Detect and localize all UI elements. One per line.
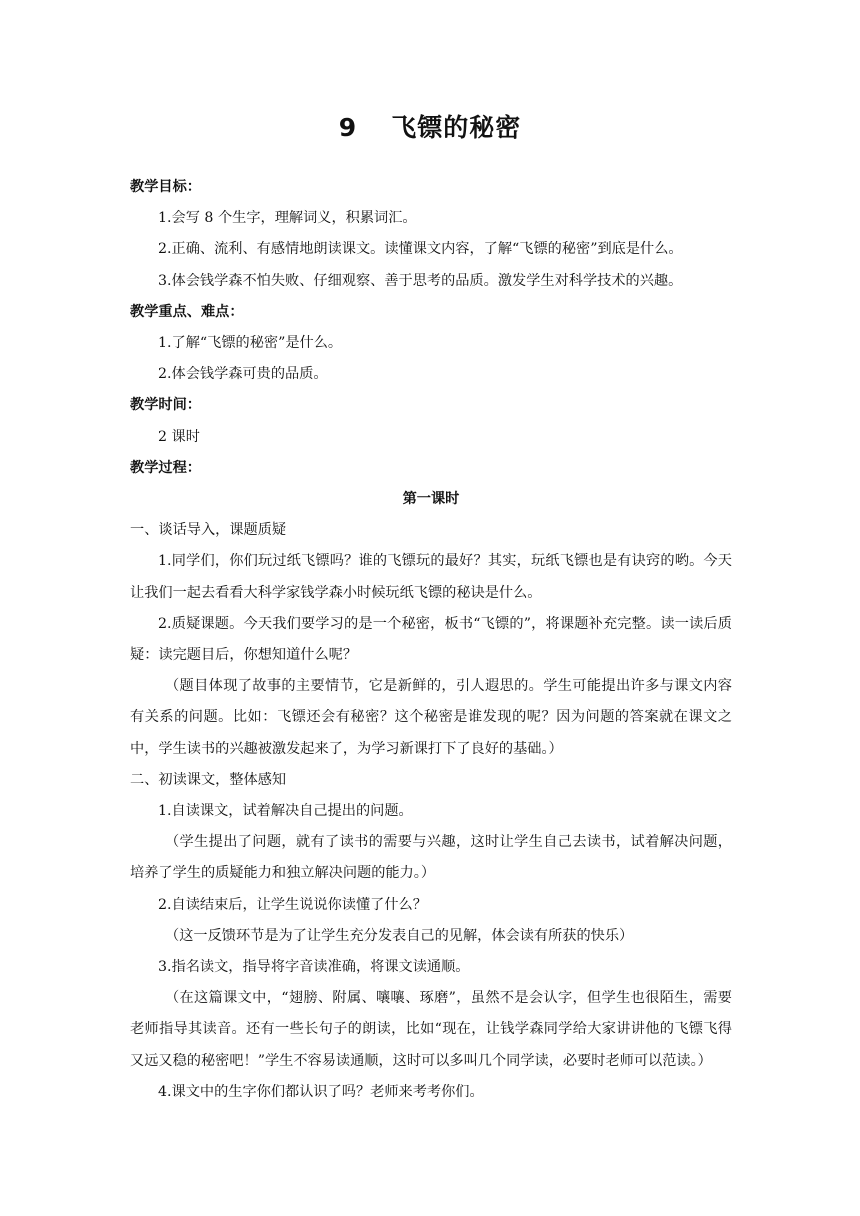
key-point-item: 2.体会钱学森可贵的品质。 <box>158 366 328 383</box>
paragraph: 1.同学们，你们玩过纸飞镖吗？谁的飞镖玩的最好？其实，玩纸飞镖也是有诀窍的哟。今天让我们一起去看看大科学家钱学森小时候玩纸飞镖的秘诀是什么。 <box>130 553 732 601</box>
title-text: 飞镖的秘密 <box>391 113 522 142</box>
note-paragraph: （题目体现了故事的主要情节，它是新鲜的，引人遐思的。学生可能提出许多与课文内容有关系的问题。比如：飞镖还会有秘密？这个秘密是谁发现的呢？因为问题的答案就在课文之中，学生读书的兴趣被激发起来了，为学习新课打下了良好的基础。） <box>130 678 732 757</box>
goal-item: 3.体会钱学森不怕失败、仔细观察、善于思考的品质。激发学生对科学技术的兴趣。 <box>158 272 683 289</box>
note-paragraph: （在这篇课文中，“翅膀、附属、嚷嚷、琢磨”，虽然不是会认字，但学生也很陌生，需要老师指导其读音。还有一些长句子的朗读，比如“现在，让钱学森同学给大家讲讲他的飞镖飞得又远又稳的秘密吧！”学生不容易读通顺，这时可以多叫几个同学读，必要时老师可以范读。） <box>130 990 732 1069</box>
part-heading: 二、初读课文，整体感知 <box>130 771 287 788</box>
goal-item: 1.会写 8 个生字，理解词义，积累词汇。 <box>158 210 417 227</box>
goal-item: 2.正确、流利、有感情地朗读课文。读懂课文内容，了解“飞镖的秘密”到底是什么。 <box>158 241 683 258</box>
section-heading-process: 教学过程： <box>130 459 201 476</box>
title-number: 9 <box>338 113 358 142</box>
key-point-item: 1.了解“飞镖的秘密”是什么。 <box>158 335 343 352</box>
paragraph: 2.质疑课题。今天我们要学习的是一个秘密，板书“飞镖的”，将课题补充完整。读一读后质疑：读完题目后，你想知道什么呢？ <box>130 615 732 664</box>
step-item: 1.自读课文，试着解决自己提出的问题。 <box>158 803 413 820</box>
step-item: 3.指名读文，指导将字音读准确，将课文读通顺。 <box>158 959 470 976</box>
section-heading-goals: 教学目标： <box>130 179 201 195</box>
step-item: 4.课文中的生字你们都认识了吗？老师来考考你们。 <box>158 1083 484 1100</box>
lesson-title: 第一课时 <box>402 491 460 508</box>
page-title <box>0 108 860 144</box>
section-heading-key-points: 教学重点、难点： <box>130 303 244 320</box>
step-item: 2.自读结束后，让学生说说你读懂了什么？ <box>158 896 427 913</box>
time-value: 2 课时 <box>158 428 200 445</box>
note-paragraph: （学生提出了问题，就有了读书的需要与兴趣，这时让学生自己去读书，试着解决问题，培养了学生的质疑能力和独立解决问题的能力。） <box>130 834 732 882</box>
part-heading: 一、谈话导入，课题质疑 <box>130 522 287 539</box>
note-paragraph: （这一反馈环节是为了让学生充分发表自己的见解，体会读有所获的快乐） <box>165 927 634 944</box>
document-body <box>130 172 732 1108</box>
section-heading-time: 教学时间： <box>130 397 201 414</box>
